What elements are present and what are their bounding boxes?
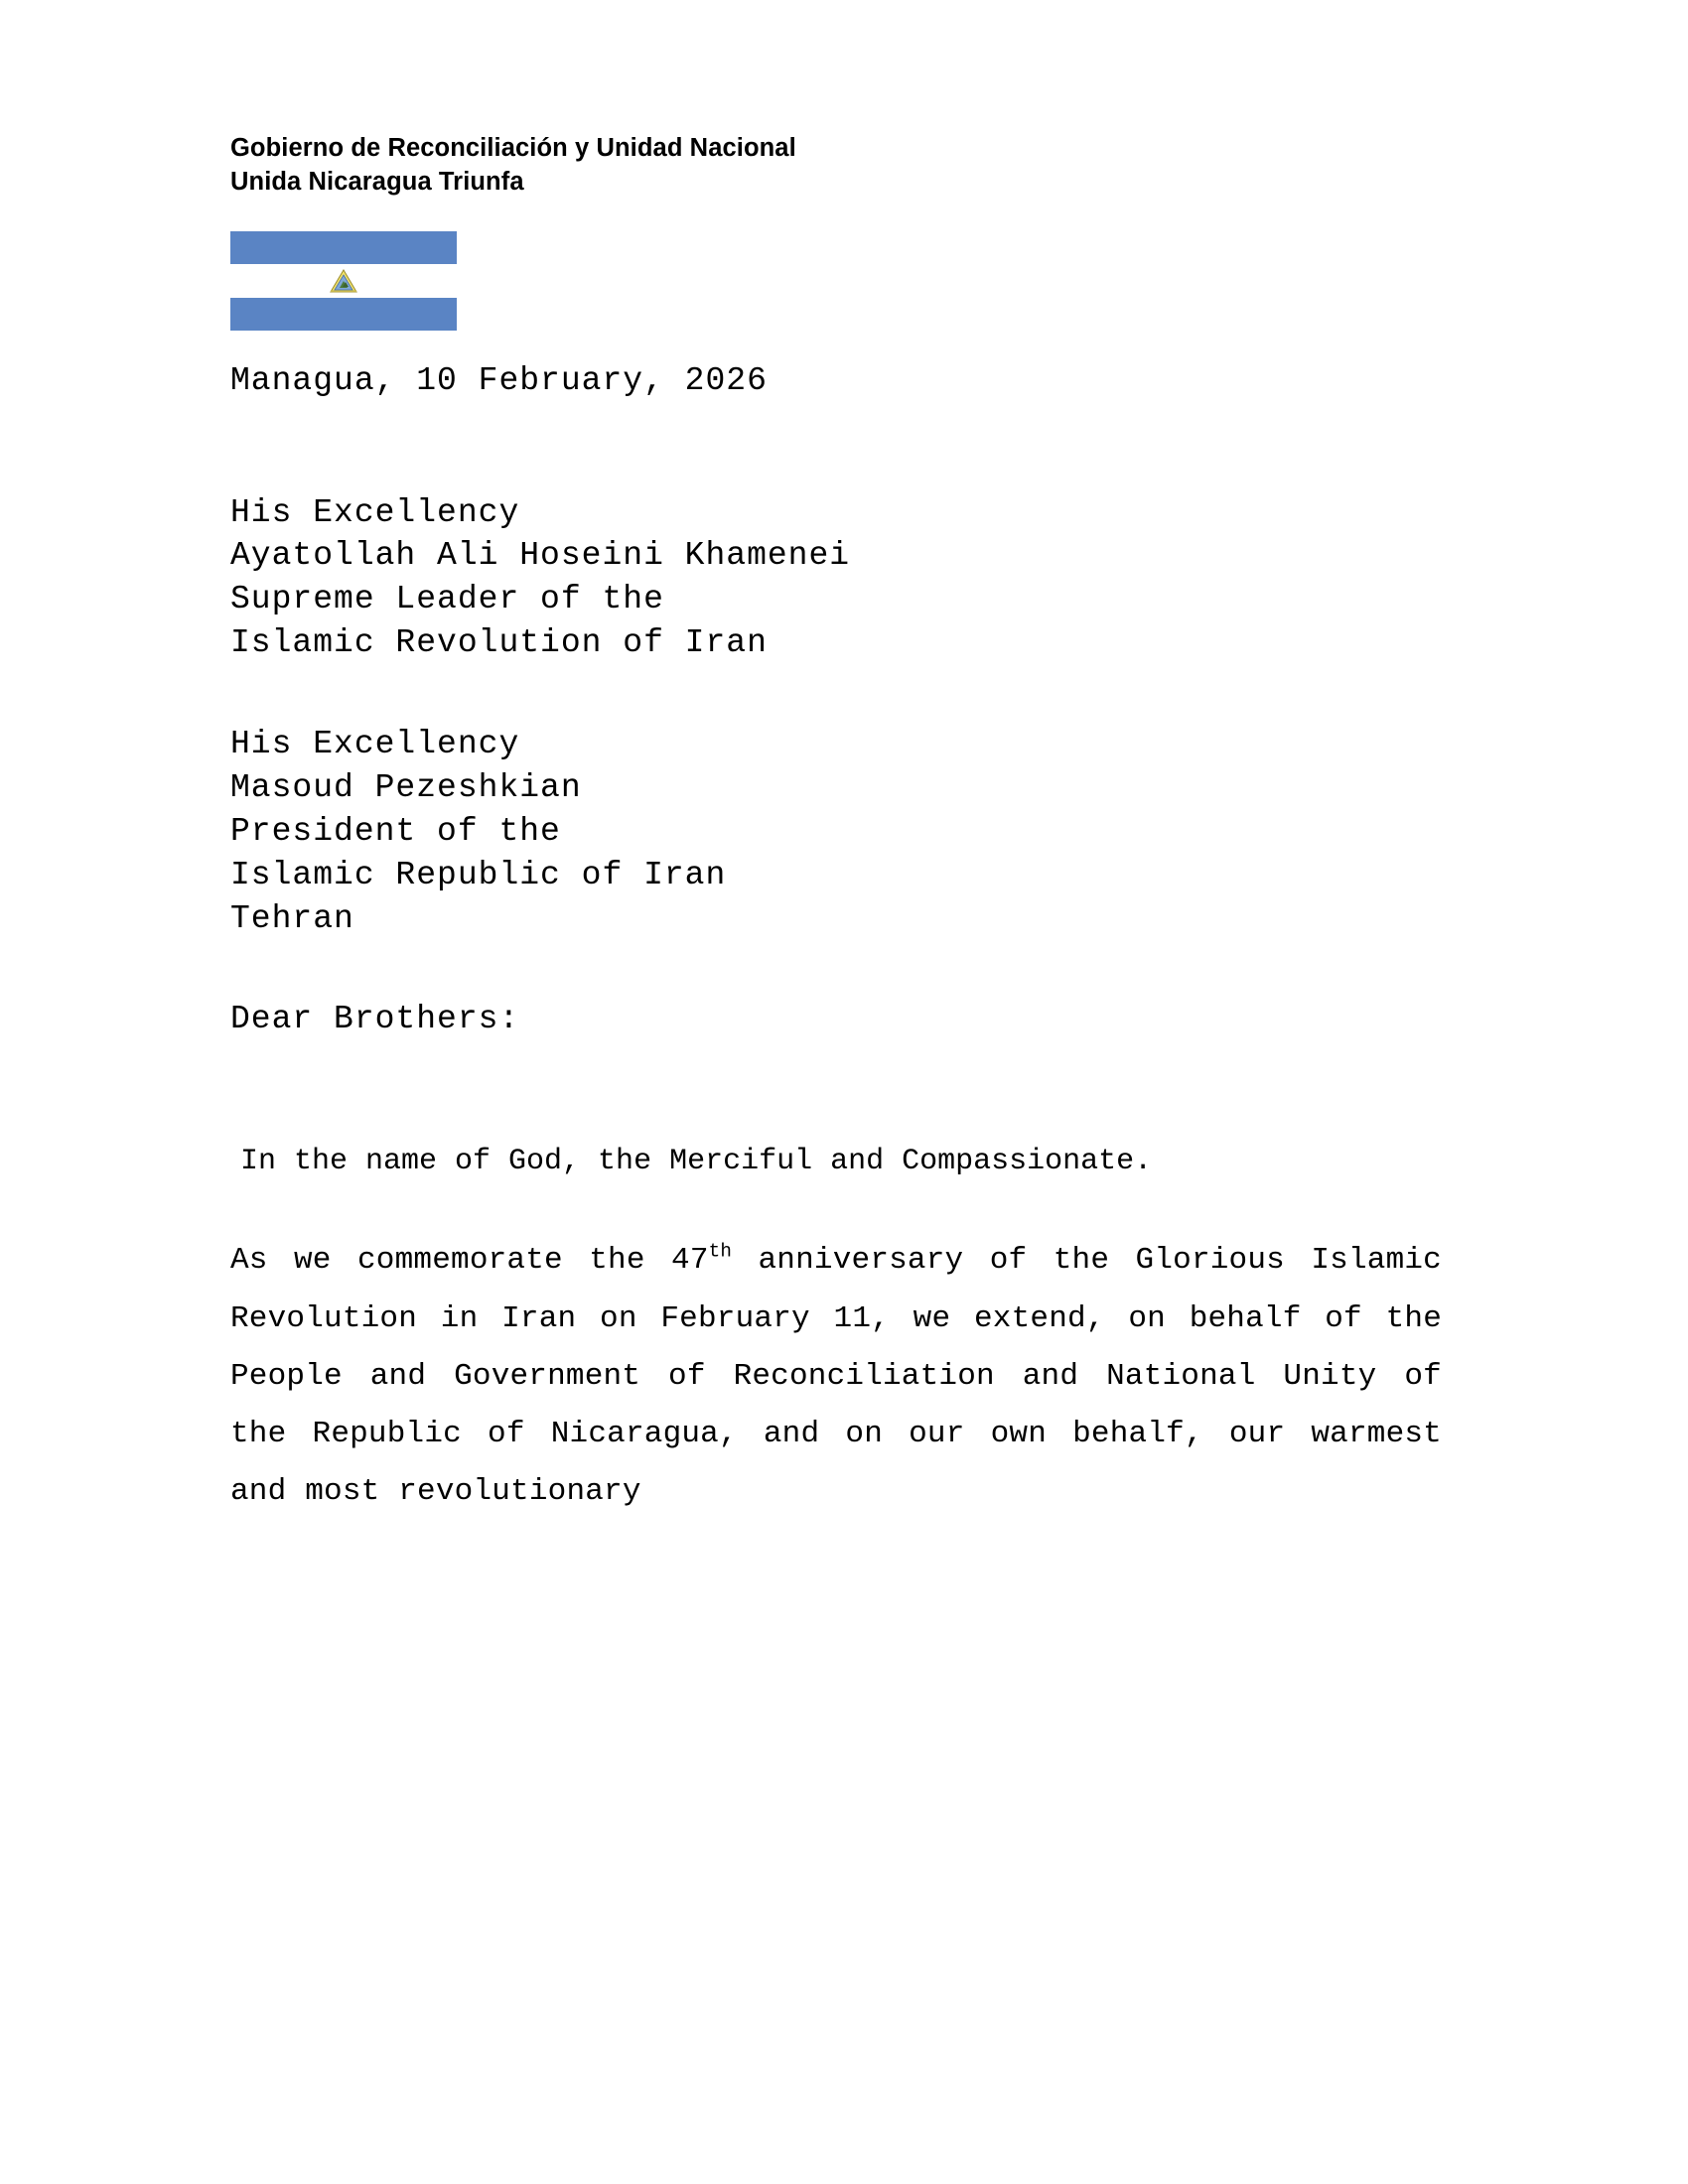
letter-body: [230, 359, 1442, 1522]
date-line: Managua, 10 February, 2026: [230, 362, 768, 399]
recipient2-line5: Tehran: [230, 899, 354, 937]
recipient1-line2: Ayatollah Ali Hoseini Khamenei: [230, 537, 851, 575]
paragraph-body-1-part2: anniversary of the Glorious Islamic Revolution in Iran on February 11, we extend, on behalf of the People and Government of Reconciliation and National Unity of the Republic of Nicaragua, and on our own behalf, our warmest and most revolutionary: [230, 1243, 1442, 1510]
letterhead: [230, 131, 796, 200]
paragraph-body-1-part1: As we commemorate the 47: [230, 1243, 709, 1279]
flag-emblem-icon: [327, 264, 360, 297]
flag-bottom-band: [230, 298, 457, 331]
recipient2-line2: Masoud Pezeshkian: [230, 768, 582, 806]
salutation: Dear Brothers:: [230, 1001, 520, 1038]
recipient2-line4: Islamic Republic of Iran: [230, 856, 727, 893]
ordinal-suffix: th: [708, 1240, 733, 1263]
recipient-block-2: [230, 723, 1442, 940]
recipient1-line1: His Excellency: [230, 493, 520, 531]
letterhead-line-2: Unida Nicaragua Triunfa: [230, 168, 524, 197]
recipient2-line3: President of the: [230, 812, 561, 850]
flag-top-band: [230, 231, 457, 264]
paragraph-body-1: [230, 1232, 1442, 1521]
letterhead-line-1: Gobierno de Reconciliación y Unidad Nacional: [230, 134, 796, 162]
recipient1-line3: Supreme Leader of the: [230, 581, 664, 618]
recipient2-line1: His Excellency: [230, 726, 520, 763]
recipient-block-1: [230, 491, 1442, 666]
paragraph-bismillah: In the name of God, the Merciful and Compassionate.: [240, 1145, 1153, 1179]
recipient1-line4: Islamic Revolution of Iran: [230, 624, 768, 662]
nicaragua-flag-icon: [230, 231, 457, 331]
